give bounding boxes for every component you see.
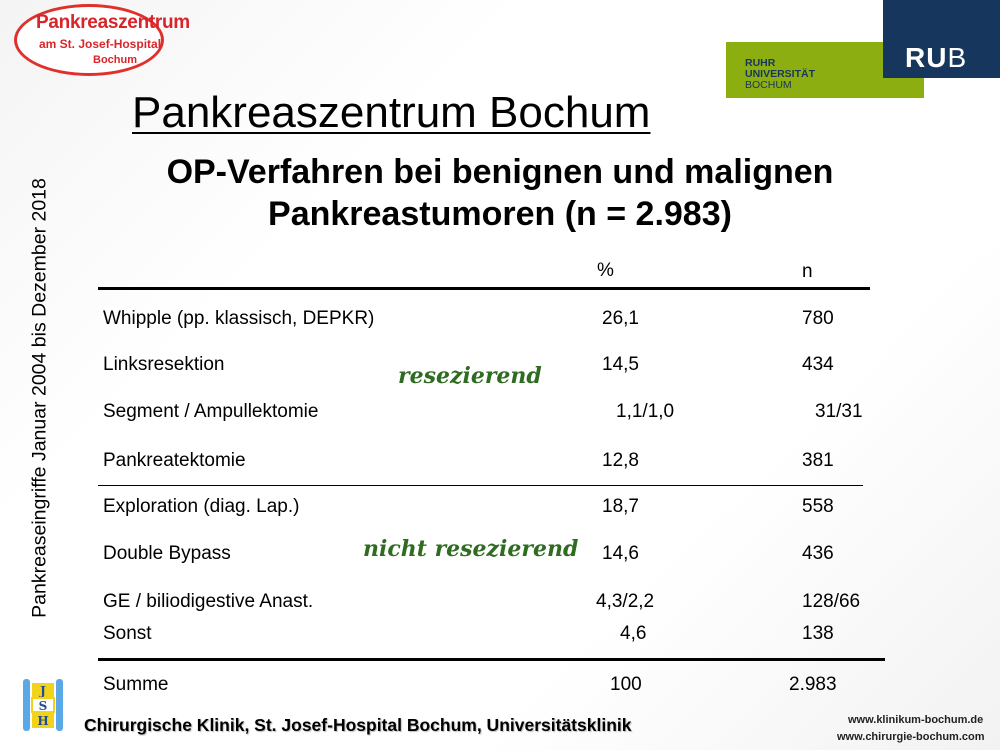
row-percent: 4,6 bbox=[620, 623, 647, 644]
row-label: Segment / Ampullektomie bbox=[103, 401, 319, 422]
rub-line-3: BOCHUM bbox=[745, 79, 792, 91]
group-label-resected: resezierend bbox=[398, 363, 542, 389]
side-period-label: Pankreaseingriffe Januar 2004 bis Dezember 2018 bbox=[28, 178, 51, 618]
row-label: Linksresektion bbox=[103, 354, 225, 375]
row-label: Sonst bbox=[103, 623, 152, 644]
total-rule bbox=[98, 658, 885, 661]
total-label: Summe bbox=[103, 674, 169, 695]
row-percent: 4,3/2,2 bbox=[596, 591, 655, 612]
row-label: Whipple (pp. klassisch, DEPKR) bbox=[103, 308, 375, 329]
total-percent: 100 bbox=[610, 674, 642, 695]
row-n: 436 bbox=[802, 543, 834, 564]
emblem-letter-middle: S bbox=[38, 699, 48, 713]
row-percent: 14,5 bbox=[602, 354, 639, 375]
row-label: Pankreatektomie bbox=[103, 450, 246, 471]
rub-line-2: UNIVERSITÄT bbox=[745, 68, 816, 80]
url-klinikum[interactable]: www.klinikum-bochum.de bbox=[848, 714, 984, 726]
total-n: 2.983 bbox=[789, 674, 837, 695]
row-n: 558 bbox=[802, 496, 834, 517]
group-divider bbox=[98, 485, 863, 486]
row-percent: 14,6 bbox=[602, 543, 639, 564]
emblem-letter-top: J bbox=[40, 684, 46, 698]
row-percent: 26,1 bbox=[602, 308, 639, 329]
logo-line-3: Bochum bbox=[93, 54, 137, 66]
header-rule bbox=[98, 287, 870, 290]
group-label-not-resected: nicht resezierend bbox=[363, 536, 579, 562]
subtitle-line-2: Pankreastumoren (n = 2.983) bbox=[268, 195, 732, 233]
rub-word-bold: RU bbox=[905, 42, 948, 73]
subtitle bbox=[100, 151, 900, 235]
rub-logo-text bbox=[745, 58, 815, 91]
row-n: 381 bbox=[802, 450, 834, 471]
row-n: 31/31 bbox=[815, 401, 863, 422]
subtitle-line-1: OP-Verfahren bei benignen und malignen bbox=[166, 153, 834, 191]
row-label: Exploration (diag. Lap.) bbox=[103, 496, 300, 517]
emblem-letter-bottom: H bbox=[37, 714, 49, 728]
row-n: 780 bbox=[802, 308, 834, 329]
row-percent: 12,8 bbox=[602, 450, 639, 471]
rub-wordmark bbox=[905, 42, 967, 74]
rub-line-1: RUHR bbox=[745, 57, 776, 69]
footer-institution: Chirurgische Klinik, St. Josef-Hospital Bochum, Universitätsklinik bbox=[84, 715, 632, 735]
row-percent: 1,1/1,0 bbox=[616, 401, 675, 422]
logo-line-1: Pankreaszentrum bbox=[36, 12, 190, 33]
row-n: 138 bbox=[802, 623, 834, 644]
rub-word-light: B bbox=[947, 42, 968, 73]
row-n: 128/66 bbox=[802, 591, 861, 612]
page-title: Pankreaszentrum Bochum bbox=[132, 88, 651, 137]
header-n: n bbox=[802, 261, 813, 282]
row-label: Double Bypass bbox=[103, 543, 231, 564]
row-n: 434 bbox=[802, 354, 834, 375]
hospital-emblem bbox=[19, 676, 67, 734]
row-percent: 18,7 bbox=[602, 496, 639, 517]
url-chirurgie[interactable]: www.chirurgie-bochum.com bbox=[837, 731, 985, 743]
row-label: GE / biliodigestive Anast. bbox=[103, 591, 314, 612]
logo-line-2: am St. Josef-Hospital bbox=[39, 37, 162, 51]
header-percent: % bbox=[597, 260, 614, 281]
